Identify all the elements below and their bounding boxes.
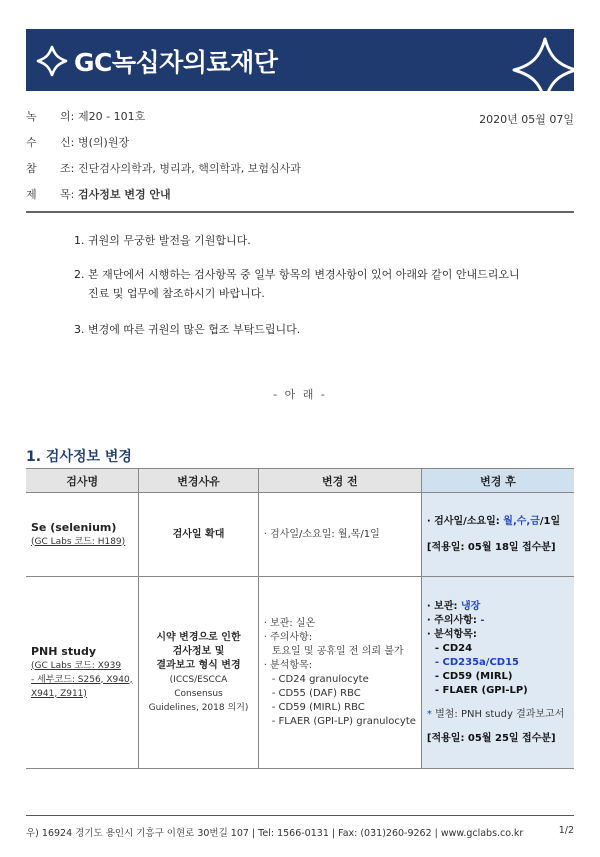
footer-divider (26, 815, 574, 816)
reason-text: 검사일 확대 (172, 528, 225, 540)
before-item: - CD55 (DAF) RBC (271, 687, 361, 699)
after-days: 월,수,금 (503, 515, 540, 527)
table-row (26, 493, 574, 577)
reason-line-1: 시약 변경으로 인한 (156, 631, 241, 643)
paragraph-3: 3. 변경에 따른 귀원의 많은 협조 부탁드립니다. (74, 323, 301, 336)
gc-cross-logo-icon (36, 45, 68, 77)
test-code-line-3: X941, Z911) (31, 688, 87, 699)
test-name: Se (selenium) (31, 520, 117, 534)
effective-date: [적용일: 05월 18일 접수분] (426, 541, 556, 553)
reference: 진단검사의학과, 병리과, 핵의학과, 보험심사과 (78, 162, 301, 175)
after-items-label: · 분석항목: (426, 628, 477, 640)
test-name: PNH study (31, 644, 96, 658)
before-item: - FLAER (GPI-LP) granulocyte (271, 715, 416, 727)
reason-cell (139, 493, 258, 577)
table-header-row (26, 469, 574, 493)
header-test-name: 검사명 (26, 469, 139, 493)
paragraph-1: 1. 귀원의 무궁한 발전을 기원합니다. (74, 234, 251, 247)
test-code-line-1: (GC Labs 코드: X939 (31, 660, 122, 671)
before-items-label: · 분석항목: (263, 659, 313, 671)
reason-cell (139, 577, 258, 769)
before-caution: 토요일 및 공휴일 전 의뢰 불가 (271, 645, 404, 657)
after-item: - CD24 (434, 642, 473, 654)
decorative-cross-icon (510, 35, 574, 91)
doc-number: 제20 - 101호 (78, 110, 146, 123)
footer (26, 825, 574, 839)
logo-text: GC녹십자의료재단 (74, 48, 278, 77)
before-text: · 검사일/소요일: 월,목/1일 (263, 528, 380, 540)
reason-sub-1: (ICCS/ESCCA Consensus (169, 674, 228, 699)
reason-sub-2: Guidelines, 2018 의거) (148, 702, 249, 713)
header-after: 변경 후 (421, 469, 574, 493)
reason-line-3: 결과보고 형식 변경 (156, 659, 241, 671)
table-row (26, 577, 574, 769)
before-caution-label: · 주의사항: (263, 631, 313, 643)
section-title: 1. 검사정보 변경 (26, 449, 132, 465)
test-code-line-2: - 세부코드: S256, X940, (31, 674, 133, 685)
paragraph-2-line-2: 진료 및 업무에 참조하시기 바랍니다. (88, 287, 265, 300)
after-storage: · 보관: 냉장 (426, 600, 481, 612)
test-name-cell (26, 577, 139, 769)
after-item: - CD235a/CD15 (434, 656, 520, 668)
test-code: (GC Labs 코드: H189) (31, 536, 126, 547)
before-item: - CD59 (MIRL) RBC (271, 701, 365, 713)
effective-date: [적용일: 05월 25일 접수분] (426, 732, 556, 744)
before-cell (258, 577, 421, 769)
before-item: - CD24 granulocyte (271, 673, 369, 685)
header-reason: 변경사유 (139, 469, 258, 493)
reason-line-2: 검사정보 및 (172, 645, 225, 657)
after-cell (421, 493, 574, 577)
doc-date: 2020년 05월 07일 (479, 113, 574, 126)
attachment-note: * 별첨: PNH study 결과보고서 (426, 708, 565, 720)
before-cell (258, 493, 421, 577)
after-item: - FLAER (GPI-LP) (434, 684, 528, 696)
subject: 검사정보 변경 안내 (78, 188, 171, 201)
recipient: 병(의)원장 (78, 136, 130, 149)
page-number: 1/2 (558, 825, 574, 836)
after-item: - CD59 (MIRL) (434, 670, 513, 682)
below-marker: - 아 래 - (273, 388, 327, 401)
after-schedule: · 검사일/소요일: 월,수,금/1일 (426, 515, 561, 527)
paragraph-2-line-1: 2. 본 재단에서 시행하는 검사항목 중 일부 항목의 변경사항이 있어 아래와 같이 안내드리오니 (74, 268, 520, 281)
change-table (26, 468, 574, 769)
header-before: 변경 전 (258, 469, 421, 493)
test-name-cell (26, 493, 139, 577)
after-caution: · 주의사항: - (426, 614, 485, 626)
footer-address: 우) 16924 경기도 용인시 기흥구 이현로 30번길 107 | Tel: 1566-0131 | Fax: (031)260-9262 | www.gclabs.co.kr (26, 828, 524, 839)
divider (26, 211, 574, 213)
after-cell (421, 577, 574, 769)
header-banner (26, 29, 574, 91)
before-storage: · 보관: 실온 (263, 617, 316, 629)
